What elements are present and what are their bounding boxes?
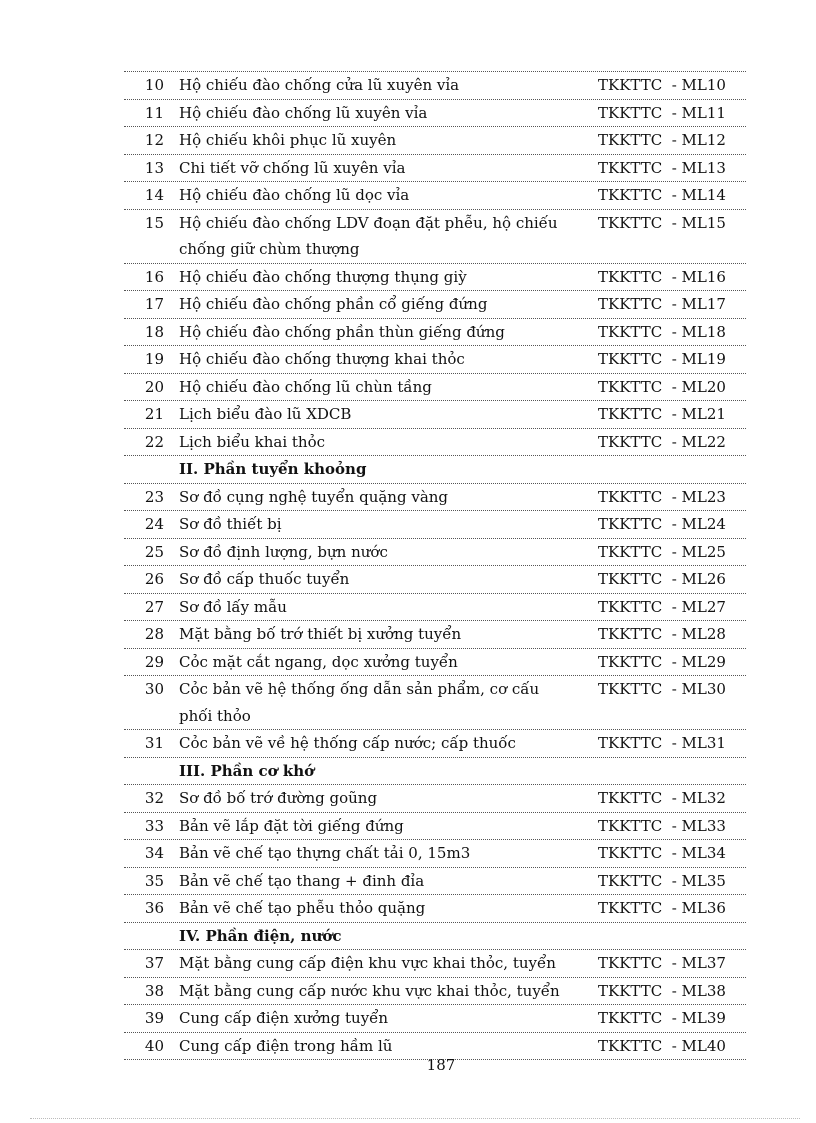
drawing-code: TKKTTC - ML21 (598, 405, 726, 423)
table-row (124, 539, 746, 567)
row-number: 26 (144, 570, 164, 588)
drawing-code: TKKTTC - ML22 (598, 432, 726, 451)
drawing-code: TKKTTC - ML20 (598, 377, 726, 396)
row-number: 22 (144, 432, 164, 451)
table-row (124, 155, 746, 183)
drawing-title: Hộ chiếu đào chống lũ chùn tầng (179, 377, 432, 396)
drawing-code: TKKTTC - ML18 (598, 322, 726, 341)
table-row (124, 346, 746, 374)
drawing-code: TKKTTC - ML40 (598, 1036, 726, 1055)
row-number: 20 (144, 377, 164, 396)
drawing-title: Sơ đồ thiết bị (179, 515, 282, 533)
drawing-title: Hộ chiếu đào chống lũ xuyên vỉa (179, 103, 428, 122)
drawing-code: TKKTTC - ML32 (598, 789, 726, 807)
drawing-code: TKKTTC - ML17 (598, 295, 726, 313)
row-number: 40 (144, 1036, 164, 1055)
table-row (124, 72, 746, 100)
drawing-code: TKKTTC - ML19 (598, 350, 726, 368)
drawing-code: TKKTTC - ML28 (598, 625, 726, 643)
section-title: II. Phần tuyển khoỏng (179, 460, 367, 478)
row-number: 39 (144, 1009, 164, 1027)
drawing-title: Hộ chiếu đào chống cửa lũ xuyên vỉa (179, 76, 460, 94)
table-row (124, 182, 746, 210)
row-number: 28 (144, 625, 164, 643)
drawing-code: TKKTTC - ML30 (598, 680, 726, 698)
row-number: 32 (144, 789, 164, 807)
table-row (124, 621, 746, 649)
drawing-title: Cỏc bản vẽ hệ thống ống dẫn sản phẩm, cơ cấu phối thỏo (179, 680, 540, 725)
drawing-code: TKKTTC - ML12 (598, 131, 726, 149)
drawing-code: TKKTTC - ML11 (598, 103, 726, 122)
drawing-code: TKKTTC - ML33 (598, 816, 726, 835)
table-row (124, 401, 746, 429)
drawing-title: Lịch biểu đào lũ XDCB (179, 405, 352, 423)
drawing-title: Bản vẽ chế tạo thang + đinh đỉa (179, 871, 425, 890)
drawing-code: TKKTTC - ML26 (598, 570, 726, 588)
row-number: 27 (144, 597, 164, 616)
table-row (124, 1005, 746, 1033)
drawing-title: Bản vẽ chế tạo phễu thỏo quặng (179, 899, 426, 917)
table-row (124, 868, 746, 896)
table-row (124, 484, 746, 512)
row-number: 29 (144, 652, 164, 671)
table-row (124, 895, 746, 923)
drawing-title: Mặt bằng cung cấp điện khu vực khai thỏc, tuyển (179, 954, 556, 972)
table-row (124, 785, 746, 813)
row-number: 30 (144, 680, 164, 698)
drawing-title: Cỏc mặt cắt ngang, dọc xưởng tuyển (179, 652, 458, 671)
table-row (124, 511, 746, 539)
section-heading-row (124, 923, 746, 951)
drawing-title: Mặt bằng cung cấp nước khu vực khai thỏc, tuyển (179, 981, 560, 1000)
row-number: 14 (144, 186, 164, 204)
table-row (124, 566, 746, 594)
row-number: 19 (144, 350, 164, 368)
table-row (124, 291, 746, 319)
drawing-code: TKKTTC - ML34 (598, 844, 726, 862)
drawing-list-table (124, 72, 746, 1060)
drawing-title: Cung cấp điện trong hầm lũ (179, 1036, 393, 1055)
drawing-code: TKKTTC - ML10 (598, 76, 726, 94)
drawing-title: Mặt bằng bố trớ thiết bị xưởng tuyển (179, 625, 462, 643)
drawing-code: TKKTTC - ML37 (598, 954, 726, 972)
row-number: 37 (144, 954, 164, 972)
row-number: 11 (144, 103, 164, 122)
section-title: IV. Phần điện, nước (179, 926, 342, 945)
table-row (124, 813, 746, 841)
drawing-title: Sơ đồ định lượng, bựn nước (179, 542, 388, 561)
table-row (124, 264, 746, 292)
drawing-code: TKKTTC - ML16 (598, 267, 726, 286)
row-number: 16 (144, 267, 164, 286)
drawing-code: TKKTTC - ML39 (598, 1009, 726, 1027)
table-row (124, 978, 746, 1006)
table-row (124, 319, 746, 347)
section-heading-row (124, 456, 746, 484)
table-row (124, 594, 746, 622)
drawing-code: TKKTTC - ML23 (598, 487, 726, 506)
page-number: 187 (426, 1056, 456, 1074)
drawing-title: Sơ đồ lấy mẫu (179, 597, 287, 616)
drawing-code: TKKTTC - ML36 (598, 899, 726, 917)
drawing-code: TKKTTC - ML35 (598, 871, 726, 890)
table-row (124, 127, 746, 155)
section-title: III. Phần cơ khớ (179, 761, 315, 780)
row-number: 12 (144, 131, 164, 149)
drawing-title: Sơ đồ cụng nghệ tuyển quặng vàng (179, 487, 449, 506)
page-bottom-rule (30, 1118, 800, 1119)
table-row (124, 840, 746, 868)
drawing-code: TKKTTC - ML14 (598, 186, 726, 204)
drawing-code: TKKTTC - ML24 (598, 515, 726, 533)
drawing-title: Hộ chiếu đào chống LDV đoạn đặt phễu, hộ chiếu chống giữ chùm thượng (179, 213, 558, 258)
row-number: 33 (144, 816, 164, 835)
drawing-title: Cung cấp điện xưởng tuyển (179, 1009, 389, 1027)
table-row (124, 100, 746, 128)
row-number: 35 (144, 871, 164, 890)
table-row (124, 950, 746, 978)
drawing-title: Hộ chiếu khôi phục lũ xuyên (179, 131, 397, 149)
row-number: 36 (144, 899, 164, 917)
drawing-title: Hộ chiếu đào chống thượng thụng giỳ (179, 267, 467, 286)
drawing-title: Bản vẽ lắp đặt tời giếng đứng (179, 816, 404, 835)
section-heading-row (124, 758, 746, 786)
table-row (124, 676, 746, 730)
drawing-title: Cỏc bản vẽ về hệ thống cấp nước; cấp thuốc (179, 734, 516, 752)
drawing-title: Sơ đồ cấp thuốc tuyển (179, 570, 350, 588)
drawing-code: TKKTTC - ML13 (598, 158, 726, 177)
drawing-title: Chi tiết vỡ chống lũ xuyên vỉa (179, 158, 406, 177)
row-number: 25 (144, 542, 164, 561)
drawing-code: TKKTTC - ML29 (598, 652, 726, 671)
row-number: 34 (144, 844, 164, 862)
row-number: 13 (144, 158, 164, 177)
table-row (124, 429, 746, 457)
row-number: 31 (144, 734, 164, 752)
drawing-code: TKKTTC - ML38 (598, 981, 726, 1000)
row-number: 15 (144, 213, 164, 232)
row-number: 24 (144, 515, 164, 533)
row-number: 21 (144, 405, 164, 423)
drawing-code: TKKTTC - ML31 (598, 734, 726, 752)
row-number: 23 (144, 487, 164, 506)
drawing-title: Hộ chiếu đào chống phần cổ giếng đứng (179, 295, 488, 313)
row-number: 17 (144, 295, 164, 313)
table-row (124, 374, 746, 402)
row-number: 10 (144, 76, 164, 94)
table-row (124, 730, 746, 758)
drawing-title: Bản vẽ chế tạo thựng chất tải 0, 15m3 (179, 844, 471, 862)
drawing-code: TKKTTC - ML15 (598, 213, 726, 232)
drawing-code: TKKTTC - ML25 (598, 542, 726, 561)
drawing-code: TKKTTC - ML27 (598, 597, 726, 616)
drawing-title: Sơ đồ bố trớ đường goũng (179, 789, 378, 807)
drawing-title: Hộ chiếu đào chống thượng khai thỏc (179, 350, 465, 368)
drawing-title: Lịch biểu khai thỏc (179, 432, 326, 451)
row-number: 18 (144, 322, 164, 341)
table-row (124, 210, 746, 264)
row-number: 38 (144, 981, 164, 1000)
table-row (124, 649, 746, 677)
drawing-title: Hộ chiếu đào chống phần thùn giếng đứng (179, 322, 505, 341)
drawing-title: Hộ chiếu đào chống lũ dọc vỉa (179, 186, 410, 204)
